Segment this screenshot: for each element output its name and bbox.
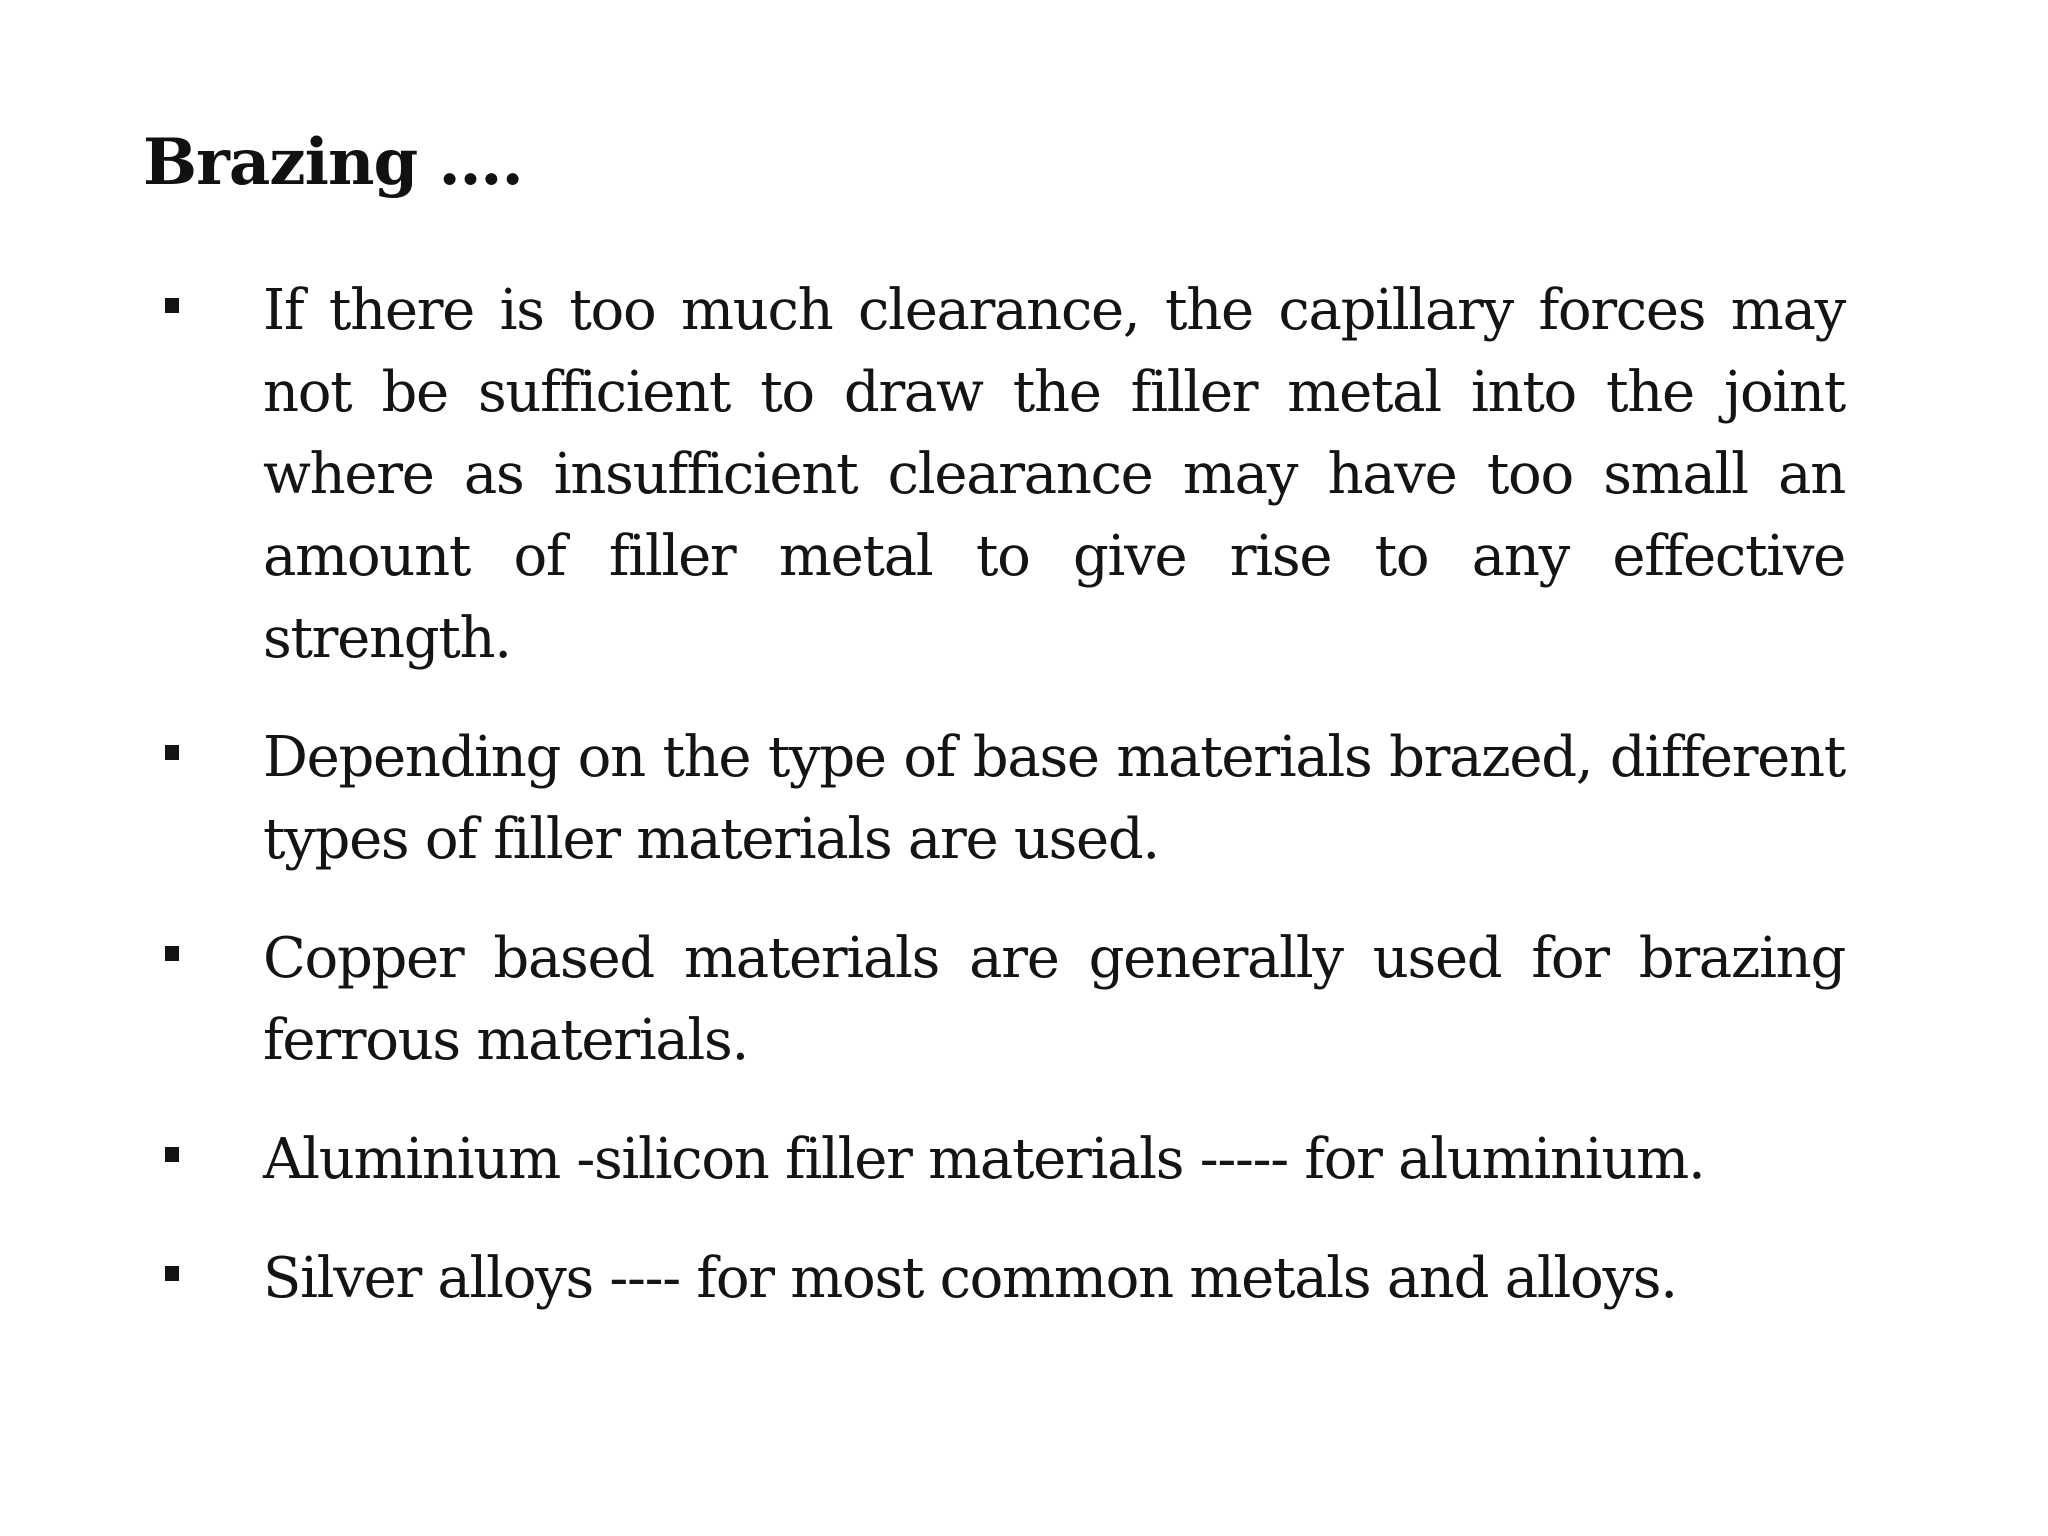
bullet-text: If there is too much clearance, the capillary forces may not be sufficient to draw the filler metal into the joint where as insufficient clearance may have too small an amount of filler metal to give rise to any effective strength. <box>263 278 1845 671</box>
slide-title: Brazing …. <box>143 125 523 200</box>
square-bullet-icon <box>165 745 179 760</box>
bullet-item-1 <box>0 270 1845 680</box>
square-bullet-icon <box>165 1147 179 1162</box>
bullet-item-3 <box>0 918 1845 1082</box>
bullet-item-4 <box>0 1119 1845 1201</box>
bullet-text: Aluminium -silicon filler materials ----- for aluminium. <box>263 1127 1705 1192</box>
square-bullet-icon <box>165 1266 179 1281</box>
bullet-text: Silver alloys ---- for most common metals and alloys. <box>263 1246 1677 1311</box>
square-bullet-icon <box>165 298 179 313</box>
bullet-item-2 <box>0 717 1845 881</box>
bullet-text: Copper based materials are generally used for brazing ferrous materials. <box>263 926 1845 1073</box>
square-bullet-icon <box>165 946 179 961</box>
bullet-text: Depending on the type of base materials brazed, different types of filler materials are used. <box>263 725 1845 872</box>
bullet-list <box>0 270 2048 1357</box>
bullet-item-5 <box>0 1238 1845 1320</box>
